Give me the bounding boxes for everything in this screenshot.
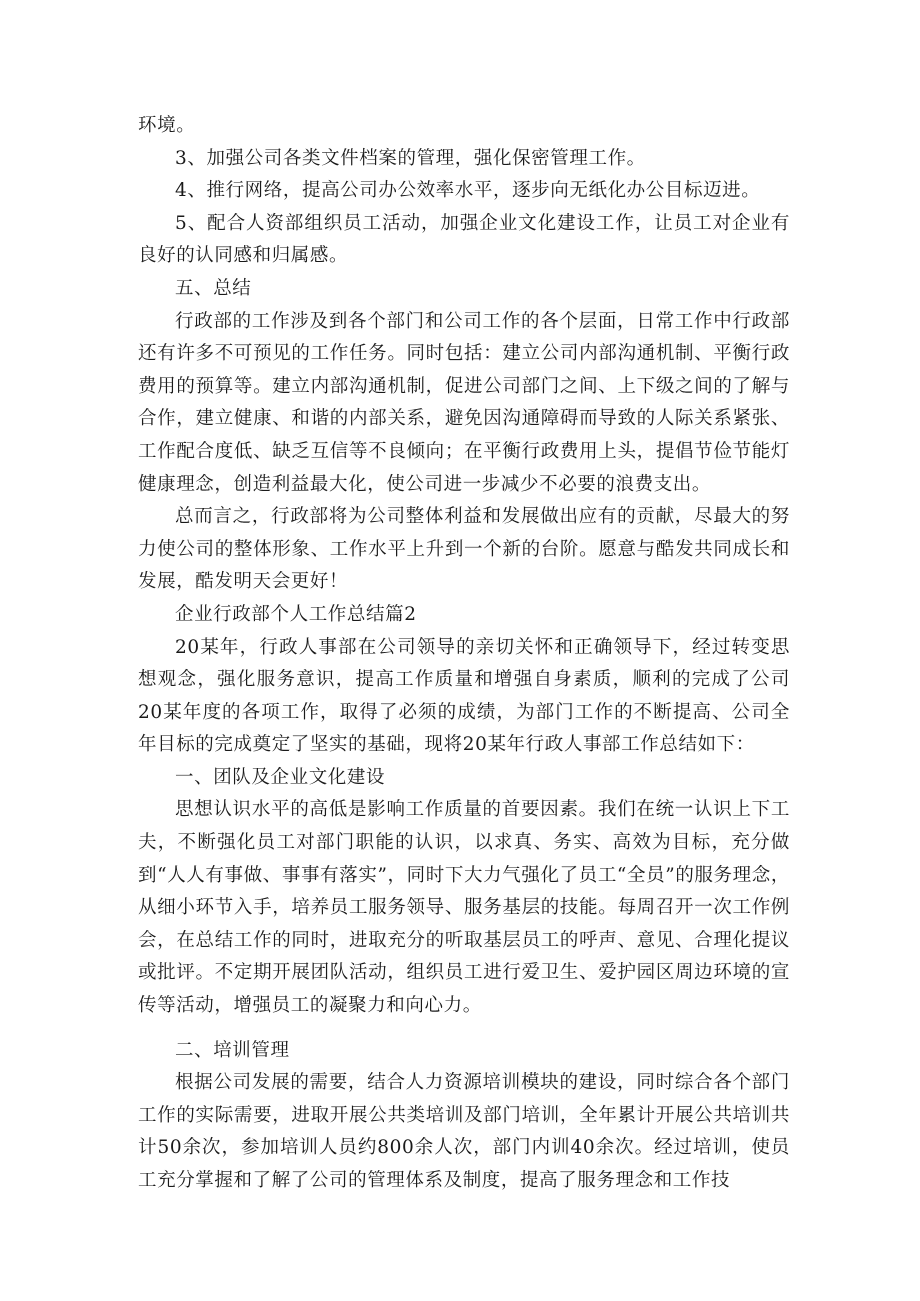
paragraph-training: 根据公司发展的需要，结合人力资源培训模块的建设，同时综合各个部门工作的实际需要，进取开展公共类培训及部门培训，全年累计开展公共培训共计50余次，参加培训人员约800余人次，部门内训40余次。经过培训，使员工充分掌握和了解了公司的管理体系及制度，提高了服务理念和工作技 bbox=[138, 1072, 790, 1191]
list-item-5: 5、配合人资部组织员工活动，加强企业文化建设工作，让员工对企业有良好的认同感和归属感。 bbox=[138, 212, 790, 267]
spacer bbox=[138, 1023, 790, 1035]
paragraph-intro: 20某年，行政人事部在公司领导的亲切关怀和正确领导下，经过转变思想观念，强化服务意识，提高工作质量和增强自身素质，顺利的完成了公司20某年度的各项工作，取得了必须的成绩，为部门工作的不断提高、公司全年目标的完成奠定了坚实的基础，现将20某年行政人事部工作总结如下： bbox=[138, 636, 790, 756]
section-heading-summary: 五、总结 bbox=[175, 277, 252, 299]
paragraph-summary: 行政部的工作涉及到各个部门和公司工作的各个层面，日常工作中行政部还有许多不可预见的工作任务。同时包括：建立公司内部沟通机制、平衡行政费用的预算等。建立内部沟通机制，促进公司部门之间、上下级之间的了解与合作，建立健康、和谐的内部关系，避免因沟通障碍而导致的人际关系紧张、工作配合度低、缺乏互信等不良倾向；在平衡行政费用上头，提倡节俭节能灯健康理念，创造利益最大化，使公司进一步减少不必要的浪费支出。 bbox=[138, 310, 790, 495]
document-page bbox=[138, 110, 790, 1198]
section-heading-team: 一、团队及企业文化建设 bbox=[175, 766, 386, 788]
list-item-3: 3、加强公司各类文件档案的管理，强化保密管理工作。 bbox=[175, 147, 646, 169]
paragraph-team: 思想认识水平的高低是影响工作质量的首要因素。我们在统一认识上下工夫，不断强化员工对部门职能的认识，以求真、务实、高效为目标，充分做到“人人有事做、事事有落实”，同时下大力气强化了员工“全员”的服务理念，从细小环节入手，培养员工服务领导、服务基层的技能。每周召开一次工作例会，在总结工作的同时，进取充分的听取基层员工的呼声、意见、合理化提议或批评。不定期开展团队活动，组织员工进行爱卫生、爱护园区周边环境的宣传等活动，增强员工的凝聚力和向心力。 bbox=[138, 799, 790, 1017]
list-item-4: 4、推行网络，提高公司办公效率水平，逐步向无纸化办公目标迈进。 bbox=[175, 180, 761, 202]
article-title: 企业行政部个人工作总结篇2 bbox=[175, 603, 417, 625]
paragraph-continuation: 环境。 bbox=[138, 115, 196, 136]
section-heading-training: 二、培训管理 bbox=[175, 1039, 290, 1061]
paragraph-conclusion: 总而言之，行政部将为公司整体利益和发展做出应有的贡献，尽最大的努力使公司的整体形象、工作水平上升到一个新的台阶。愿意与酷发共同成长和发展，酷发明天会更好！ bbox=[138, 506, 790, 593]
